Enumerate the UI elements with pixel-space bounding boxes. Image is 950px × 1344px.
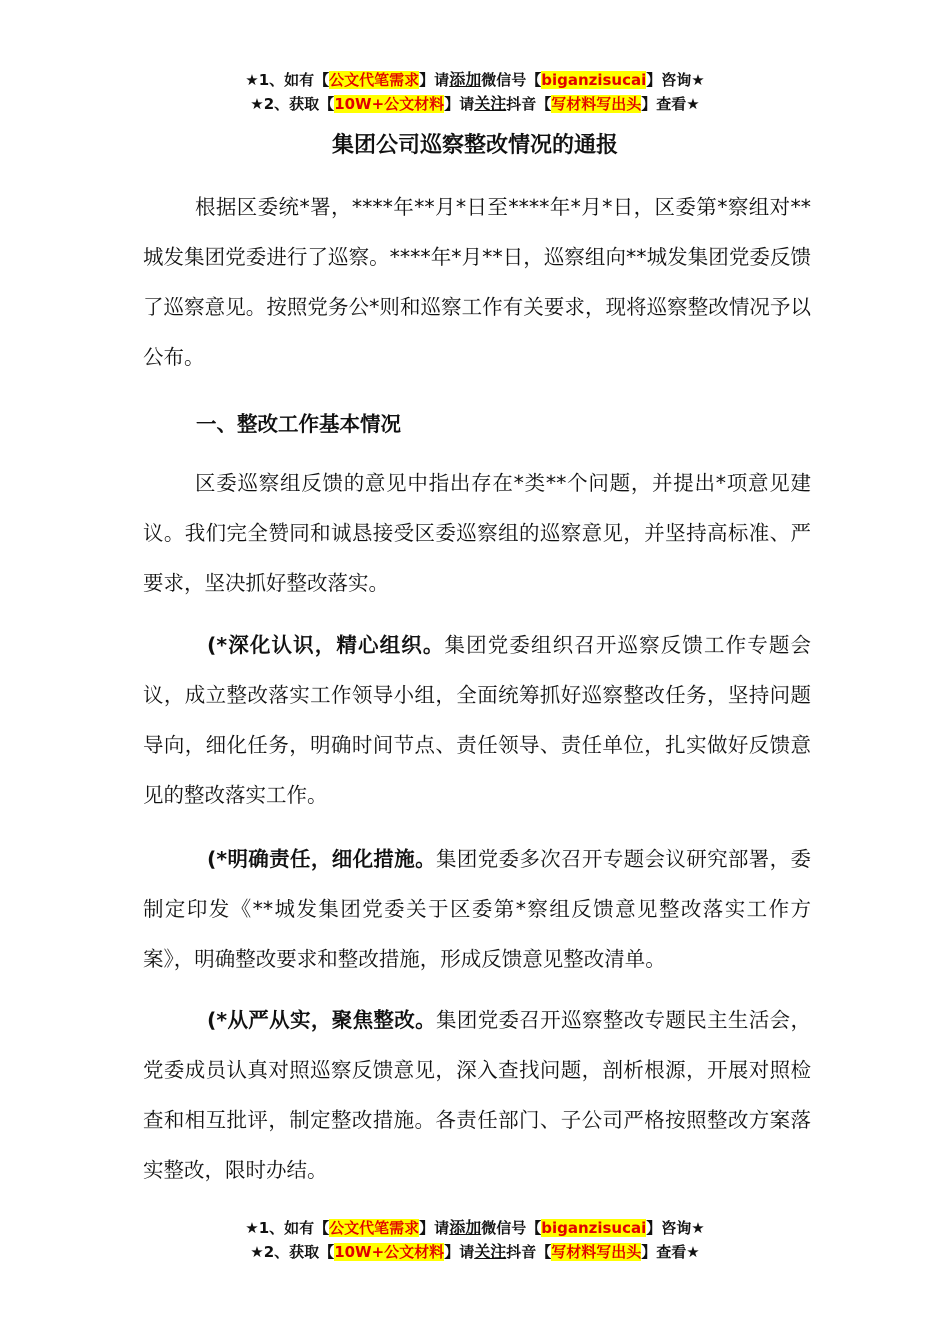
item-paragraph-2 — [143, 834, 811, 984]
banner-text: 】查看★ — [641, 1243, 700, 1261]
item-lead: (*明确责任，细化措施。 — [207, 847, 436, 871]
banner-text: 微信号【 — [481, 71, 542, 89]
document-title: 集团公司巡察整改情况的通报 — [331, 133, 618, 158]
banner-text: 微信号【 — [481, 1219, 542, 1237]
banner-text: 】咨询★ — [646, 1219, 705, 1237]
banner-text: 】请 — [444, 95, 475, 113]
banner-text: 】请 — [419, 71, 450, 89]
item-body: 集团党委多次召开专题会议研究部署，委制定印发《**城发集团党委关于区委第*察组反馈意见整改落实工作方案》，明确整改要求和整改措施，形成反馈意见整改清单。 — [143, 847, 811, 971]
banner-text: ★2、获取【 — [250, 1243, 335, 1261]
banner-line-1 — [0, 68, 950, 92]
banner-underline: 关注 — [474, 1242, 507, 1261]
banner-line-1 — [0, 1216, 950, 1240]
banner-highlight: 写材料写出头 — [551, 95, 642, 113]
banner-underline: 添加 — [449, 70, 482, 89]
banner-highlight: 10W+公文材料 — [334, 95, 445, 113]
banner-text: 】查看★ — [641, 95, 700, 113]
item-paragraph-3 — [143, 995, 811, 1195]
banner-text: 抖音【 — [506, 1243, 552, 1261]
item-lead: (*深化认识，精心组织。 — [207, 633, 445, 657]
banner-text: ★1、如有【 — [245, 1219, 330, 1237]
banner-bottom — [0, 1216, 950, 1264]
banner-text: 】请 — [444, 1243, 475, 1261]
item-lead: (*从严从实，聚焦整改。 — [207, 1008, 436, 1032]
banner-highlight: 写材料写出头 — [551, 1243, 642, 1261]
banner-highlight: biganzisucai — [541, 71, 647, 89]
banner-highlight: biganzisucai — [541, 1219, 647, 1237]
banner-line-2 — [0, 92, 950, 116]
banner-highlight: 公文代笔需求 — [329, 71, 420, 89]
banner-top — [0, 68, 950, 116]
banner-underline: 关注 — [474, 94, 507, 113]
banner-highlight: 公文代笔需求 — [329, 1219, 420, 1237]
banner-text: 】请 — [419, 1219, 450, 1237]
banner-text: ★2、获取【 — [250, 95, 335, 113]
item-paragraph-1 — [143, 620, 811, 820]
section-heading: 一、整改工作基本情况 — [196, 412, 401, 436]
summary-paragraph: 区委巡察组反馈的意见中指出存在*类**个问题，并提出*项意见建议。我们完全赞同和诚恳接受区委巡察组的巡察意见，并坚持高标准、严要求，坚决抓好整改落实。 — [143, 471, 811, 595]
banner-text: 抖音【 — [506, 95, 552, 113]
banner-line-2 — [0, 1240, 950, 1264]
banner-underline: 添加 — [449, 1218, 482, 1237]
banner-text: ★1、如有【 — [245, 71, 330, 89]
intro-paragraph: 根据区委统*署，****年**月*日至****年*月*日，区委第*察组对**城发集团党委进行了巡察。****年*月**日，巡察组向**城发集团党委反馈了巡察意见。按照党务公*则和巡察工作有关要求，现将巡察整改情况予以公布。 — [143, 195, 811, 369]
item-body: 集团党委召开巡察整改专题民主生活会，党委成员认真对照巡察反馈意见，深入查找问题，剖析根源，开展对照检查和相互批评，制定整改措施。各责任部门、子公司严格按照整改方案落实整改，限时办结。 — [143, 1008, 811, 1182]
item-body: 集团党委组织召开巡察反馈工作专题会议，成立整改落实工作领导小组，全面统筹抓好巡察整改任务，坚持问题导向，细化任务，明确时间节点、责任领导、责任单位，扎实做好反馈意见的整改落实工作。 — [143, 633, 812, 807]
banner-text: 】咨询★ — [646, 71, 705, 89]
banner-highlight: 10W+公文材料 — [334, 1243, 445, 1261]
